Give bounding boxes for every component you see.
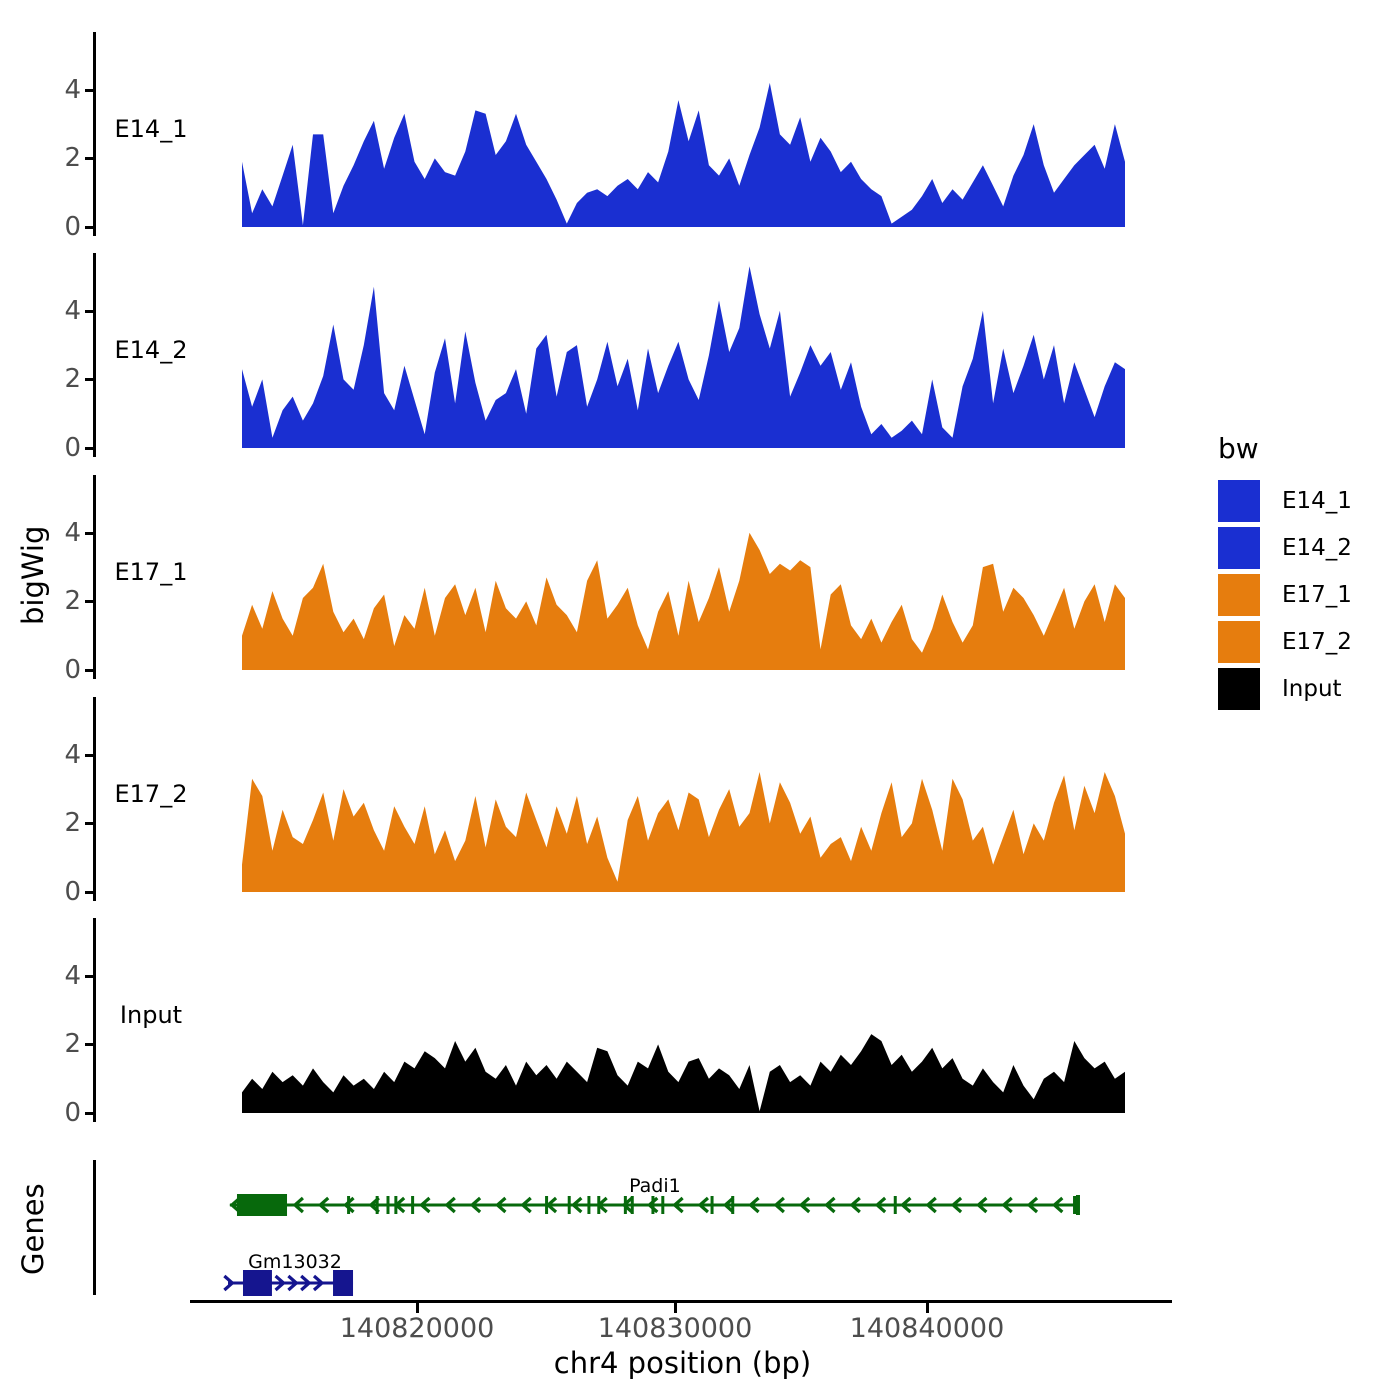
y-tick-label: 2	[64, 364, 81, 395]
legend-swatch-E17_1	[1218, 574, 1260, 616]
y-tick	[85, 378, 94, 381]
legend-label-Input: Input	[1282, 676, 1342, 702]
x-tick	[416, 1303, 419, 1313]
y-tick-label: 4	[64, 295, 81, 326]
legend-swatch-E14_1	[1218, 480, 1260, 522]
y-tick	[85, 226, 94, 229]
y-tick-label: 0	[64, 1098, 81, 1128]
legend-title: bw	[1218, 432, 1259, 465]
y-tick	[85, 447, 94, 450]
y-tick-label: 4	[64, 960, 81, 991]
y-tick	[85, 310, 94, 313]
y-tick-label: 2	[64, 1029, 81, 1060]
legend-swatch-E14_2	[1218, 527, 1260, 569]
y-tick-label: 0	[64, 877, 81, 907]
track-label-E14_2: E14_2	[114, 336, 188, 365]
y-tick	[85, 822, 94, 825]
track-label-E14_1: E14_1	[114, 115, 188, 144]
y-tick-label: 2	[64, 586, 81, 617]
y-tick	[85, 157, 94, 160]
y-tick	[85, 89, 94, 92]
y-axis-title-bigwig: bigWig	[16, 525, 50, 625]
x-axis-title: chr4 position (bp)	[553, 1346, 812, 1380]
track-area-E14_1	[242, 32, 1125, 228]
legend	[1218, 432, 1398, 762]
track-area-E17_1	[242, 475, 1125, 671]
track-label-Input: Input	[119, 1001, 183, 1030]
y-tick-label: 4	[64, 74, 81, 105]
legend-swatch-E17_2	[1218, 621, 1260, 663]
y-tick	[85, 1043, 94, 1046]
x-tick-label: 140830000	[597, 1313, 753, 1344]
legend-label-E14_1: E14_1	[1282, 488, 1352, 514]
track-label-E17_1: E17_1	[114, 558, 188, 587]
y-tick	[85, 1112, 94, 1115]
gene-label-Padi1: Padi1	[629, 1175, 681, 1197]
y-tick-label: 4	[64, 739, 81, 770]
legend-label-E17_2: E17_2	[1282, 629, 1352, 655]
gene-label-Gm13032: Gm13032	[248, 1251, 342, 1273]
track-area-E14_2	[242, 253, 1125, 449]
y-tick	[85, 975, 94, 978]
y-tick-label: 0	[64, 433, 81, 463]
genes-axis-line	[93, 1160, 96, 1295]
x-tick	[674, 1303, 677, 1313]
y-tick	[85, 600, 94, 603]
x-tick-label: 140820000	[339, 1313, 495, 1344]
y-tick-label: 2	[64, 808, 81, 839]
legend-label-E17_1: E17_1	[1282, 582, 1352, 608]
y-tick-label: 0	[64, 212, 81, 242]
legend-swatch-Input	[1218, 668, 1260, 710]
y-tick	[85, 532, 94, 535]
x-axis-line	[190, 1300, 1172, 1303]
track-label-E17_2: E17_2	[114, 780, 188, 809]
y-tick-label: 0	[64, 655, 81, 685]
y-tick	[85, 891, 94, 894]
y-tick	[85, 669, 94, 672]
y-tick-label: 4	[64, 517, 81, 548]
legend-label-E14_2: E14_2	[1282, 535, 1352, 561]
y-tick	[85, 754, 94, 757]
y-axis-title-genes: Genes	[16, 1183, 50, 1275]
genes-canvas	[190, 1160, 1175, 1300]
x-tick	[926, 1303, 929, 1313]
track-area-Input	[242, 918, 1125, 1114]
y-tick-label: 2	[64, 143, 81, 174]
x-tick-label: 140840000	[849, 1313, 1005, 1344]
track-area-E17_2	[242, 697, 1125, 893]
